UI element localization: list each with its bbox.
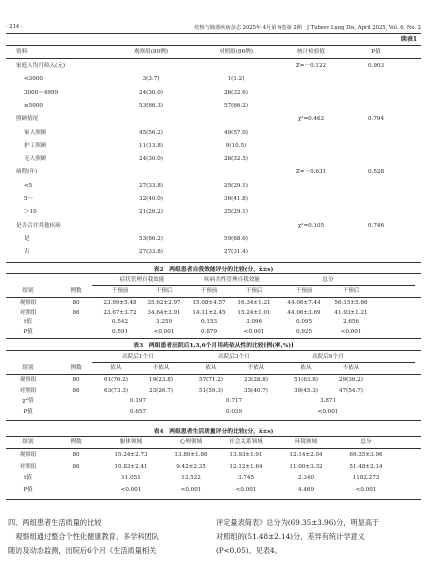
- cell: 27(33.8): [139, 249, 163, 256]
- cell: <0.001: [120, 486, 142, 493]
- cell: ≥5000: [24, 102, 43, 109]
- cell: 80: [72, 452, 80, 458]
- cell: 病程(年): [16, 169, 38, 176]
- table1-row: [6, 62, 421, 71]
- cell: 23.99±5.48: [103, 300, 137, 306]
- cell: 对照组: [19, 309, 37, 316]
- continued-table-label: 续表1: [400, 36, 417, 43]
- cell: 27(33.8): [139, 182, 163, 189]
- table3-bottom-rule: [6, 420, 421, 421]
- cell: 15.24±1.01: [237, 309, 271, 316]
- cell: 56.15±5.66: [334, 300, 368, 306]
- cell: 80: [72, 300, 80, 306]
- cell: 9(10.5): [225, 142, 247, 149]
- cell: P值: [371, 49, 381, 55]
- cell: 无人照顾: [24, 156, 47, 163]
- cell: 28(32.6): [224, 89, 248, 96]
- cell: 干预前: [200, 288, 218, 294]
- cell: 27(31.4): [224, 249, 248, 256]
- cell: Z=－0.122: [295, 63, 327, 69]
- table2-col-header-row: [6, 287, 421, 296]
- cell: 0.717: [225, 398, 243, 404]
- cell: 0.039: [225, 408, 243, 415]
- cell: <3000: [24, 76, 43, 83]
- cell: 干预后: [342, 288, 360, 294]
- cell: 28(32.5): [224, 156, 248, 163]
- cell: 1(1.2): [227, 76, 245, 83]
- cell: 45(56.2): [139, 129, 163, 136]
- cell: 依从: [205, 365, 217, 371]
- cell: 19(23.8): [149, 377, 173, 383]
- cell: 5～: [24, 196, 34, 202]
- cell: <0.001: [355, 486, 377, 493]
- table2-row: [6, 328, 421, 337]
- cell: 13.80±1.86: [174, 452, 208, 458]
- cell: 0.153: [200, 319, 218, 326]
- cell: 44.06±3.69: [287, 309, 321, 316]
- cell: P值: [23, 408, 33, 415]
- cell: 14.11±2.45: [192, 309, 226, 316]
- cell: 对照组(86例): [219, 49, 253, 55]
- cell: 照顾情况: [16, 116, 39, 123]
- group-header: 出院后1个月: [122, 354, 154, 360]
- cell: 4.469: [297, 486, 315, 493]
- cell: 否: [24, 249, 30, 256]
- cell: 61(76.2): [104, 377, 128, 383]
- group-header: 出院后6个月: [312, 354, 344, 360]
- cell: 80: [72, 377, 80, 383]
- cell: 0.746: [367, 222, 385, 229]
- cell: 环境领域: [294, 439, 318, 445]
- table4-header-row: [6, 438, 421, 447]
- cell: 组别: [22, 288, 34, 294]
- table2-group-header-row: [6, 276, 421, 285]
- cell: 23(26.7): [149, 387, 173, 394]
- table1-row: [6, 248, 421, 257]
- table1-row: [6, 115, 421, 124]
- body-text-left-line-2: 随访及动态监测，出院后6个月《生活质量相关: [8, 546, 157, 555]
- cell: 统计检验值: [297, 49, 325, 55]
- table4-header-rule: [6, 448, 421, 449]
- cell: 依从: [300, 365, 312, 371]
- cell: 1182.273: [352, 475, 380, 481]
- table2-header-rule: [6, 297, 421, 298]
- cell: 3.096: [245, 319, 263, 326]
- cell: 3.259: [155, 319, 173, 326]
- table3-row: [6, 376, 421, 385]
- cell: 44.06±7.44: [287, 300, 321, 306]
- cell: 53(66.3): [139, 102, 163, 109]
- group-header: 症状管理自我效能: [119, 277, 165, 283]
- cell: 3.745: [237, 475, 255, 481]
- cell: 0.542: [111, 319, 129, 326]
- cell: P值: [23, 328, 33, 335]
- body-text-right-line-3: (P<0.05)。见表4。: [216, 546, 282, 555]
- table2-top-rule: [6, 273, 421, 274]
- table1-row: [6, 235, 421, 244]
- cell: 家庭人均月收入(元): [16, 63, 66, 69]
- cell: ＞10: [24, 209, 37, 216]
- table4-row: [6, 451, 421, 460]
- table3-row: [6, 387, 421, 396]
- group-header: 总分: [322, 277, 334, 283]
- table3-caption: 表3 两组患者出院后1,3,6个月用药依从性的比较[例(率,%)]: [133, 343, 294, 349]
- cell: χ²值: [22, 398, 34, 404]
- cell: 干预后: [155, 288, 173, 294]
- table1-header-row: [6, 48, 421, 57]
- cell: 0.657: [129, 408, 147, 415]
- table3-row: [6, 397, 421, 406]
- cell: <0.001: [243, 328, 265, 335]
- header-rule: [6, 33, 421, 34]
- cell: 25(29.1): [224, 209, 248, 216]
- table1-row: [6, 155, 421, 164]
- table1-row: [6, 208, 421, 217]
- table2-row: [6, 299, 421, 308]
- cell: 13.522: [181, 475, 201, 481]
- cell: 0.095: [295, 319, 313, 326]
- cell: χ²=0.105: [297, 222, 325, 229]
- cell: 资料: [16, 49, 28, 55]
- cell: 57(66.2): [224, 102, 248, 109]
- cell: 51.48±2.14: [349, 463, 383, 470]
- cell: 12.14±2.04: [289, 452, 323, 458]
- cell: χ²=0.462: [297, 116, 325, 123]
- page-number: · 214 ·: [6, 24, 23, 30]
- cell: 39(45.3): [294, 387, 318, 394]
- cell: 34.64±3.91: [147, 309, 181, 316]
- cell: 护工照顾: [24, 142, 47, 149]
- cell: <0.001: [317, 408, 339, 415]
- cell: 总分: [360, 439, 372, 445]
- cell: <5: [24, 182, 33, 189]
- cell: 86: [72, 309, 80, 316]
- cell: 0.591: [111, 328, 129, 335]
- cell: 51(59.3): [199, 387, 223, 394]
- cell: 47(54.7): [339, 387, 363, 394]
- body-text-left-line-1: 观察组通过整合个性化健康教育、多学科团队: [8, 532, 159, 541]
- cell: t值: [24, 475, 32, 481]
- cell: 9.42±2.35: [176, 463, 206, 470]
- cell: 观察组(80例): [134, 49, 168, 55]
- cell: 0.794: [367, 116, 385, 123]
- table2-group-rule: [92, 285, 415, 286]
- cell: 13.93±1.91: [229, 452, 263, 458]
- cell: 41.93±1.21: [334, 309, 368, 316]
- table1-row: [6, 75, 421, 84]
- table4-row: [6, 474, 421, 483]
- table1-row: [6, 195, 421, 204]
- cell: 63(73.3): [104, 387, 128, 394]
- body-text-right-line-1: 评定量表简表》总分为(69.35±3.96)分，明显高于: [216, 518, 380, 527]
- body-text-right-line-2: 对照组的(51.48±2.14)分，差异有统计学意义: [216, 532, 365, 541]
- cell: 11(13.8): [139, 142, 163, 149]
- cell: 53(66.2): [139, 235, 163, 242]
- cell: 0.879: [200, 328, 218, 335]
- cell: 例数: [70, 439, 82, 445]
- cell: 对照组: [19, 387, 37, 394]
- cell: 3000～4999: [24, 89, 59, 96]
- table1-row: [6, 222, 421, 231]
- cell: 0.528: [367, 169, 385, 176]
- cell: 心理领域: [179, 439, 203, 445]
- cell: 躯体领域: [119, 439, 143, 445]
- cell: 21(26.2): [139, 209, 163, 216]
- cell: 观察组: [19, 300, 37, 306]
- cell: 24(30.0): [139, 156, 163, 163]
- cell: <0.001: [235, 486, 257, 493]
- cell: 例数: [70, 288, 82, 294]
- cell: 23(28.8): [244, 377, 268, 383]
- table1-row: [6, 129, 421, 138]
- cell: 3.871: [319, 398, 337, 404]
- cell: 组别: [22, 439, 34, 445]
- table2-row: [6, 318, 421, 327]
- cell: 32(40.0): [139, 196, 163, 202]
- table3-group-rule: [92, 362, 415, 363]
- table2-bottom-rule: [6, 338, 421, 339]
- cell: 观察组: [19, 452, 37, 458]
- cell: 10.83±2.41: [114, 463, 148, 470]
- group-header: 出院后3个月: [218, 354, 250, 360]
- cell: P值: [23, 486, 33, 493]
- cell: 11.00±3.32: [289, 463, 323, 470]
- table4-top-rule: [6, 436, 421, 437]
- table2-caption: 表2 两组患者自我效能评分的比较(分，x̄±s): [153, 267, 274, 273]
- cell: 社会关系领域: [229, 439, 263, 445]
- cell: 49(57.0): [224, 129, 248, 136]
- table1-row: [6, 168, 421, 177]
- cell: <0.001: [180, 486, 202, 493]
- cell: 是: [24, 235, 30, 242]
- cell: 2.656: [342, 319, 360, 326]
- group-header: 疾病共性管理自我效能: [204, 277, 260, 283]
- table1-row: [6, 102, 421, 111]
- cell: 15.24±2.73: [114, 452, 148, 458]
- cell: 不依从: [247, 365, 265, 371]
- cell: 15.08±4.57: [192, 300, 226, 306]
- cell: 16.34±1.21: [237, 300, 271, 306]
- cell: 不依从: [342, 365, 360, 371]
- table4-row: [6, 486, 421, 495]
- cell: 对照组: [19, 463, 37, 470]
- table1-row: [6, 142, 421, 151]
- table3-group-header-row: [6, 353, 421, 362]
- cell: 观察组: [19, 377, 37, 383]
- cell: <0.001: [340, 328, 362, 335]
- table4-caption: 表4 两组患者生活质量评分的比较(分，x̄±s): [153, 429, 274, 435]
- cell: 干预前: [111, 288, 129, 294]
- table3-col-header-row: [6, 364, 421, 373]
- table2-row: [6, 309, 421, 318]
- cell: 35.62±2.97: [147, 300, 181, 306]
- cell: 干预前: [295, 288, 313, 294]
- cell: 是否合并其他疾病: [16, 222, 61, 229]
- cell: 0.903: [367, 63, 385, 69]
- cell: 86: [72, 387, 80, 394]
- table3-top-rule: [6, 350, 421, 351]
- table3-row: [6, 408, 421, 417]
- table4-bottom-rule: [6, 499, 421, 500]
- cell: 57(71.2): [199, 377, 223, 383]
- section-heading: 四、两组患者生活质量的比较: [8, 518, 102, 527]
- cell: <0.001: [153, 328, 175, 335]
- table4-row: [6, 463, 421, 472]
- cell: 24(30.0): [139, 89, 163, 96]
- cell: 0.197: [129, 398, 147, 404]
- cell: 组别: [22, 365, 34, 371]
- cell: 干预后: [245, 288, 263, 294]
- table1-bottom-rule: [6, 262, 421, 263]
- cell: 家人照顾: [24, 129, 47, 136]
- cell: Z=－0.631: [295, 169, 327, 176]
- cell: 86: [72, 463, 80, 470]
- cell: t值: [24, 319, 32, 326]
- cell: 69.35±3.96: [349, 452, 383, 458]
- cell: 36(41.8): [224, 196, 248, 202]
- cell: 0.925: [295, 328, 313, 335]
- table1-top-rule: [6, 45, 421, 46]
- cell: 依从: [110, 365, 122, 371]
- cell: 51(63.8): [294, 377, 318, 383]
- cell: 12.12±1.64: [229, 463, 263, 470]
- table1-row: [6, 89, 421, 98]
- cell: 例数: [70, 365, 82, 371]
- cell: 11.051: [121, 475, 141, 481]
- journal-citation: 结核与肺部疾病杂志 2025年 4月第 6卷第 2期 J Tuberc Lung Dis, April 2025, Vol. 6, No. 2: [194, 25, 421, 31]
- cell: 25(29.1): [224, 182, 248, 189]
- cell: 不依从: [152, 365, 170, 371]
- cell: 29(36.2): [339, 377, 363, 383]
- cell: 23.67±3.72: [103, 309, 137, 316]
- table1-header-rule: [6, 58, 421, 59]
- cell: 35(40.7): [244, 387, 268, 394]
- table3-header-rule: [6, 374, 421, 375]
- cell: 2.340: [297, 475, 315, 481]
- cell: 59(68.6): [224, 235, 248, 242]
- table1-row: [6, 182, 421, 191]
- cell: 3(3.7): [142, 76, 160, 83]
